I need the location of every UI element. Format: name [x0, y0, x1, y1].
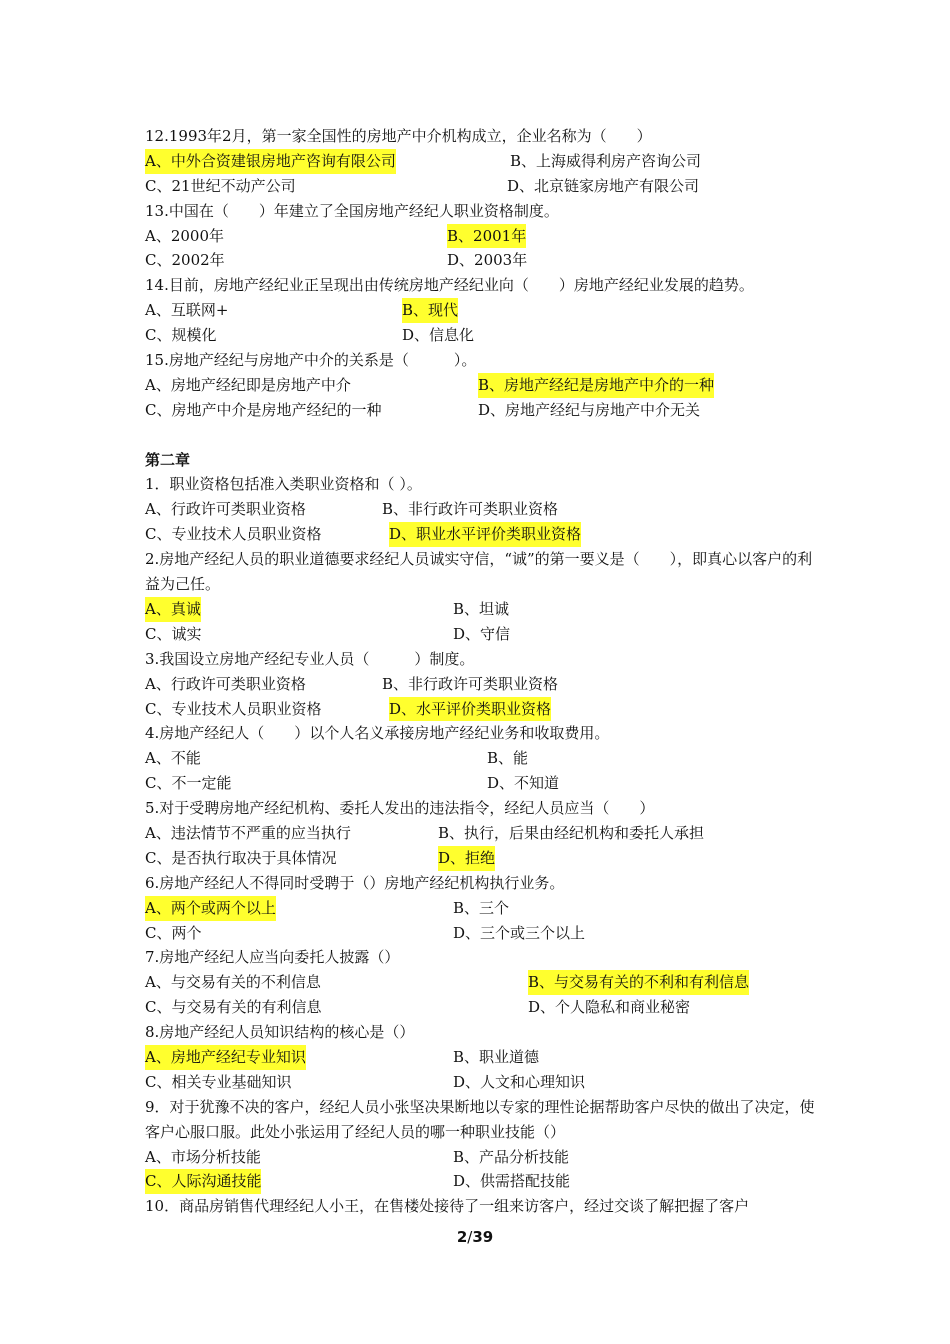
option: C、规模化: [145, 326, 217, 345]
option: B、坦诚: [453, 599, 510, 618]
option: A、市场分析技能: [145, 1147, 261, 1166]
option: D、供需搭配技能: [453, 1172, 571, 1191]
option: C、专业技术人员职业资格: [145, 699, 322, 718]
option: B、职业道德: [453, 1047, 540, 1066]
option: D、守信: [453, 624, 511, 643]
question-12: 12.1993年2月，第一家全国性的房地产中介机构成立，企业名称为（ ）: [145, 127, 652, 145]
options-row: [145, 1070, 815, 1095]
option: A、与交易有关的不利信息: [145, 973, 321, 992]
option: B、产品分析技能: [453, 1147, 570, 1166]
option-answer-highlighted: A、房地产经纪专业知识: [145, 1045, 306, 1070]
option: D、不知道: [487, 774, 560, 793]
question-8: 8.房地产经纪人员知识结构的核心是（）: [145, 1023, 415, 1042]
option-answer-highlighted: A、中外合资建银房地产咨询有限公司: [145, 149, 396, 174]
option-answer-highlighted: B、房地产经纪是房地产中介的一种: [478, 373, 714, 398]
options-row: [145, 970, 815, 995]
option-answer-highlighted: D、水平评价类职业资格: [389, 697, 551, 722]
option-answer-highlighted: B、与交易有关的不利和有利信息: [528, 970, 749, 995]
option-answer-highlighted: D、职业水平评价类职业资格: [389, 522, 581, 547]
option: C、诚实: [145, 624, 202, 643]
option-answer-highlighted: A、两个或两个以上: [145, 896, 276, 921]
option-answer-highlighted: D、拒绝: [438, 846, 495, 871]
page-number: [0, 1228, 950, 1246]
option: A、不能: [145, 749, 201, 768]
option: D、信息化: [402, 326, 475, 345]
options-row: [145, 174, 815, 199]
option: C、与交易有关的有利信息: [145, 998, 322, 1017]
option: C、相关专业基础知识: [145, 1072, 292, 1091]
option: D、房地产经纪与房地产中介无关: [478, 400, 701, 419]
option: D、人文和心理知识: [453, 1072, 586, 1091]
options-row: [145, 846, 815, 871]
option: C、2002年: [145, 251, 225, 270]
options-row: [145, 771, 815, 796]
option: B、三个: [453, 898, 510, 917]
option: B、非行政许可类职业资格: [382, 500, 559, 519]
option: D、2003年: [447, 251, 528, 270]
option-answer-highlighted: A、真诚: [145, 597, 201, 622]
current-page: 2: [456, 1228, 468, 1246]
option: C、专业技术人员职业资格: [145, 525, 322, 544]
option: C、不一定能: [145, 774, 232, 793]
option: D、北京链家房地产有限公司: [507, 176, 700, 195]
question-15: 15.房地产经纪与房地产中介的关系是（ ）。: [145, 351, 477, 370]
option: B、非行政许可类职业资格: [382, 674, 559, 693]
options-row: [145, 697, 815, 722]
options-row: [145, 149, 815, 174]
options-row: [145, 921, 815, 946]
total-pages: 39: [472, 1228, 494, 1246]
options-row: [145, 597, 815, 622]
page-separator: /: [467, 1228, 473, 1246]
options-row: [145, 522, 815, 547]
options-row: [145, 373, 815, 398]
question-10-fragment: 10．商品房销售代理经纪人小王，在售楼处接待了一组来访客户，经过交谈了解把握了客户: [145, 1197, 750, 1216]
options-row: [145, 672, 815, 697]
option: B、能: [487, 749, 529, 768]
options-row: [145, 1045, 815, 1070]
option: C、两个: [145, 923, 202, 942]
options-row: [145, 224, 815, 249]
options-row: [145, 622, 815, 647]
option-answer-highlighted: B、现代: [402, 298, 458, 323]
question-2: 2.房地产经纪人员的职业道德要求经纪人员诚实守信，“诚”的第一要义是（ ），即真心以客户的利益为己任。: [145, 550, 813, 594]
blank-line: [145, 423, 815, 448]
question-14: 14.目前，房地产经纪业正呈现出由传统房地产经纪业向（ ）房地产经纪业发展的趋势。: [145, 276, 754, 295]
chapter-heading: 第二章: [145, 450, 191, 469]
question-6: 6.房地产经纪人不得同时受聘于（）房地产经纪机构执行业务。: [145, 873, 565, 892]
options-row: [145, 995, 815, 1020]
options-row: [145, 248, 815, 273]
options-row: [145, 896, 815, 921]
option: D、三个或三个以上: [453, 923, 586, 942]
question-3: 3.我国设立房地产经纪专业人员（ ）制度。: [145, 649, 475, 668]
options-row: [145, 746, 815, 771]
options-row: [145, 298, 815, 323]
question-13: 13.中国在（ ）年建立了全国房地产经纪人职业资格制度。: [145, 201, 559, 220]
option: D、个人隐私和商业秘密: [528, 998, 691, 1017]
question-9: 9．对于犹豫不决的客户，经纪人员小张坚决果断地以专家的理性论据帮助客户尽快的做出了决定，使客户心服口服。此处小张运用了经纪人员的哪一种职业技能（）: [145, 1097, 815, 1141]
options-row: [145, 398, 815, 423]
option: C、房地产中介是房地产经纪的一种: [145, 400, 382, 419]
option: A、房地产经纪即是房地产中介: [145, 375, 351, 394]
option: A、行政许可类职业资格: [145, 674, 306, 693]
option-answer-highlighted: C、人际沟通技能: [145, 1169, 261, 1194]
question-7: 7.房地产经纪人应当向委托人披露（）: [145, 948, 400, 967]
options-row: [145, 1145, 815, 1170]
options-row: [145, 323, 815, 348]
option: A、互联网+: [145, 301, 229, 320]
option: C、是否执行取决于具体情况: [145, 848, 337, 867]
options-row: [145, 497, 815, 522]
options-row: [145, 1169, 815, 1194]
option: A、违法情节不严重的应当执行: [145, 823, 351, 842]
question-4: 4.房地产经纪人（ ）以个人名义承接房地产经纪业务和收取费用。: [145, 724, 610, 743]
option: A、2000年: [145, 226, 225, 245]
options-row: [145, 821, 815, 846]
document-page: [145, 124, 815, 1219]
option: B、执行，后果由经纪机构和委托人承担: [438, 823, 705, 842]
option-answer-highlighted: B、2001年: [447, 224, 526, 249]
question-1: 1．职业资格包括准入类职业资格和（ ）。: [145, 475, 422, 494]
question-5: 5.对于受聘房地产经纪机构、委托人发出的违法指令，经纪人员应当（ ）: [145, 799, 655, 818]
option: A、行政许可类职业资格: [145, 500, 306, 519]
option: B、上海威得利房产咨询公司: [510, 151, 702, 170]
option: C、21世纪不动产公司: [145, 176, 296, 195]
